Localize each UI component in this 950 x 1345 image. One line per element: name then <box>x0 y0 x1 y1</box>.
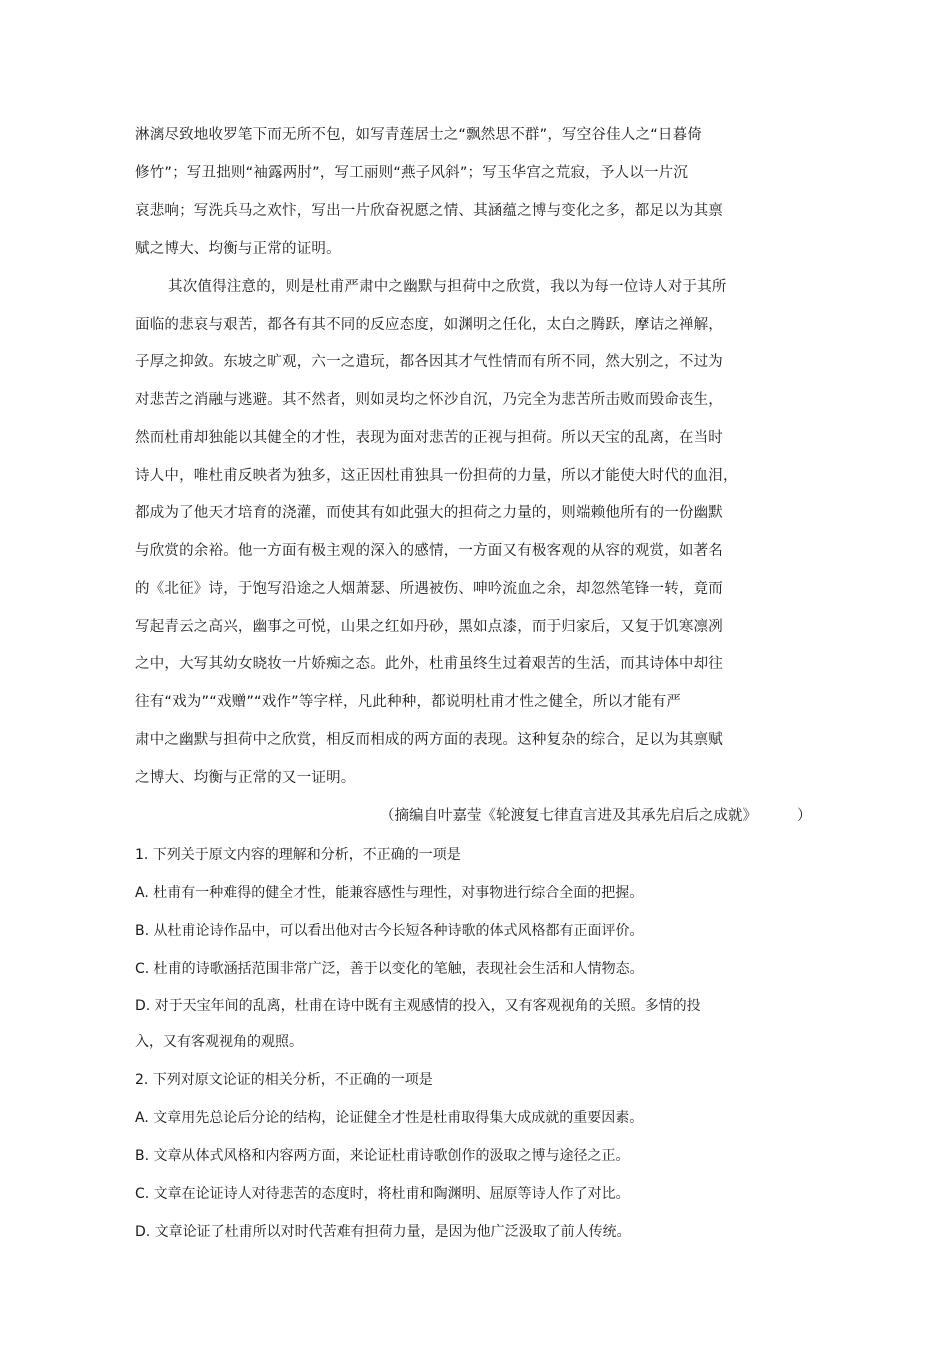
question-2-option-b: B. 文章从体式风格和内容两方面，来论证杜甫诗歌创作的汲取之博与途径之正。 <box>135 1148 630 1164</box>
question-1-option-b: B. 从杜甫论诗作品中，可以看出他对古今长短各种诗歌的体式风格都有正面评价。 <box>135 923 644 939</box>
passage-line: 之中，大写其幼女晓妆一片娇痴之态。此外，杜甫虽终生过着艰苦的生活，而其诗体中却往 <box>135 656 723 672</box>
question-1-stem: 1. 下列关于原文内容的理解和分析，不正确的一项是 <box>135 847 461 863</box>
source-citation: （摘编自叶嘉莹《轮渡复七律直言进及其承先启后之成就》 <box>380 808 757 824</box>
question-2-stem: 2. 下列对原文论证的相关分析，不正确的一项是 <box>135 1072 433 1088</box>
question-1-option-d: D. 对于天宝年间的乱离，杜甫在诗中既有主观感情的投入，又有客观视角的关照。多情的投 <box>135 998 701 1014</box>
passage-line: 肃中之幽默与担荷中之欣赏，相反而相成的两方面的表现。这种复杂的综合，足以为其禀赋 <box>135 732 723 748</box>
passage-line: 写起青云之高兴，幽事之可悦，山果之红如丹砂，黑如点漆，而于归家后，又复于饥寒凛冽 <box>135 619 723 635</box>
passage-line: 子厚之抑敛。东坡之旷观，六一之遣玩，都各因其才气性情而有所不同，然大别之，不过为 <box>135 354 723 370</box>
passage-line: 修竹”；写丑拙则“袖露两肘”，写工丽则“燕子风斜”；写玉华宫之荒寂，予人以一片沉 <box>135 165 689 181</box>
passage-line: 面临的悲哀与艰苦，都各有其不同的反应态度，如渊明之任化，太白之腾跃，摩诘之禅解， <box>135 317 723 333</box>
passage-line: 与欣赏的余裕。他一方面有极主观的深入的感情，一方面又有极客观的从容的观赏，如著名 <box>135 543 723 559</box>
question-2-option-a: A. 文章用先总论后分论的结构，论证健全才性是杜甫取得集大成成就的重要因素。 <box>135 1110 644 1126</box>
passage-line: 赋之博大、均衡与正常的证明。 <box>135 241 341 257</box>
passage-line: 淋漓尽致地收罗笔下而无所不包，如写青莲居士之“飘然思不群”，写空谷佳人之“日暮倚 <box>135 127 703 143</box>
passage-line: 哀悲响；写洗兵马之欢忭，写出一片欣奋祝愿之情、其涵蕴之博与变化之多，都足以为其禀 <box>135 203 723 219</box>
question-2-option-c: C. 文章在论证诗人对待悲苦的态度时，将杜甫和陶渊明、屈原等诗人作了对比。 <box>135 1186 630 1202</box>
passage-line: 都成为了他天才培育的浇灌，而使其有如此强大的担荷之力量的，则端赖他所有的一份幽默 <box>135 505 723 521</box>
passage-line: 往有“戏为”“戏赠”“戏作”等字样，凡此种种，都说明杜甫才性之健全，所以才能有严 <box>135 694 682 710</box>
passage-line: 的《北征》诗，于饱写沿途之人烟萧瑟、所遇被伤、呻吟流血之余，却忽然笔锋一转，竟而 <box>135 581 723 597</box>
question-2-option-d: D. 文章论证了杜甫所以对时代苦难有担荷力量，是因为他广泛汲取了前人传统。 <box>135 1224 631 1240</box>
question-1-option-c: C. 杜甫的诗歌涵括范围非常广泛，善于以变化的笔触，表现社会生活和人情物态。 <box>135 961 644 977</box>
passage-line: 其次值得注意的，则是杜甫严肃中之幽默与担荷中之欣赏，我以为每一位诗人对于其所 <box>168 279 727 295</box>
source-citation-close: ） <box>797 808 812 824</box>
passage-line: 然而杜甫却独能以其健全的才性，表现为面对悲苦的正视与担荷。所以天宝的乱离，在当时 <box>135 430 723 446</box>
passage-line: 对悲苦之消融与逃避。其不然者，则如灵均之怀沙自沉，乃完全为悲苦所击败而毁命丧生， <box>135 392 723 408</box>
question-1-option-a: A. 杜甫有一种难得的健全才性，能兼容感性与理性，对事物进行综合全面的把握。 <box>135 885 644 901</box>
question-1-option-d-cont: 入，又有客观视角的观照。 <box>135 1034 303 1050</box>
passage-line: 之博大、均衡与正常的又一证明。 <box>135 770 356 786</box>
passage-line: 诗人中，唯杜甫反映者为独多，这正因杜甫独具一份担荷的力量，所以才能使大时代的血泪， <box>135 468 738 484</box>
